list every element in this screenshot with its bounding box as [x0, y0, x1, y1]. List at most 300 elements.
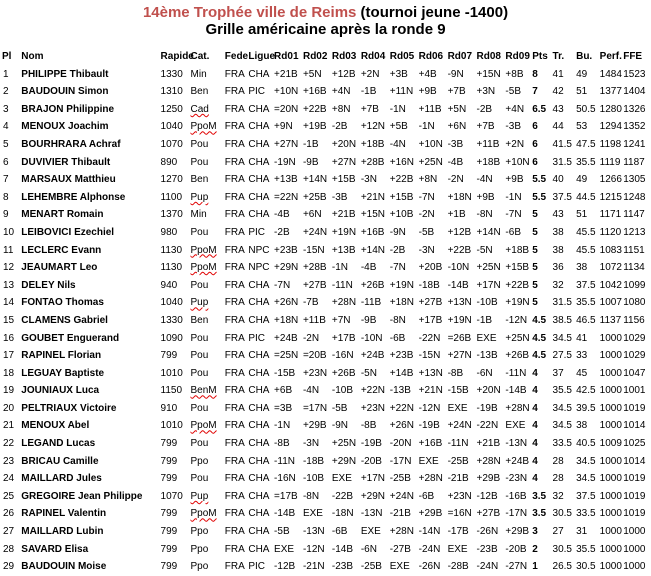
tiebreak-tr-cell: 43 — [552, 103, 564, 115]
tiebreak-bu-cell: 39.5 — [576, 402, 596, 414]
round-result-cell: -13B — [389, 385, 411, 397]
performance-cell: 1280 — [599, 103, 622, 115]
column-header: Pts — [532, 51, 548, 62]
round-result-cell: -3N — [302, 438, 320, 450]
player-name: MENART Romain — [21, 209, 104, 221]
round-result-cell: =17N — [302, 402, 328, 414]
round-result-cell: +25N — [505, 332, 530, 344]
rating-cell: 1310 — [160, 86, 183, 98]
table-row — [2, 417, 649, 435]
tiebreak-bu-cell: 31 — [576, 526, 588, 538]
tiebreak-tr-cell: 31.5 — [552, 297, 572, 309]
round-result-cell: +5N — [302, 68, 322, 80]
league-cell: PIC — [248, 86, 266, 98]
points-cell: 4 — [532, 402, 538, 414]
tiebreak-bu-cell: 35.5 — [576, 543, 596, 555]
player-name: MARSAUX Matthieu — [21, 174, 116, 186]
round-result-cell: -5N — [476, 244, 493, 256]
round-result-cell: +22B — [505, 279, 530, 291]
table-row — [2, 488, 649, 506]
round-result-cell: +26N — [389, 420, 414, 432]
round-result-cell: -14B — [331, 543, 354, 555]
round-result-cell: -11N — [331, 279, 353, 291]
federation-cell: FRA — [224, 209, 245, 221]
points-cell: 3 — [532, 526, 538, 538]
federation-cell: FRA — [224, 138, 245, 150]
round-result-cell: -11N — [447, 438, 469, 450]
round-result-cell: -8N — [302, 490, 320, 502]
round-result-cell: +16B — [418, 438, 443, 450]
federation-cell: FRA — [224, 420, 245, 432]
round-result-cell: -1N — [389, 103, 406, 115]
round-result-cell: -10B — [331, 385, 354, 397]
tiebreak-tr-cell: 31.5 — [552, 156, 572, 168]
round-result-cell: +27B — [302, 279, 327, 291]
federation-cell: FRA — [224, 350, 245, 362]
round-result-cell: -9N — [331, 420, 349, 432]
federation-cell: FRA — [224, 402, 245, 414]
column-header: Tr. — [552, 51, 565, 62]
round-result-cell: +14B — [389, 367, 414, 379]
round-result-cell: =26B — [447, 332, 472, 344]
league-cell: CHA — [248, 68, 270, 80]
place-cell: 16 — [3, 332, 15, 344]
round-result-cell: +7B — [447, 86, 466, 98]
tiebreak-tr-cell: 35.5 — [552, 385, 572, 397]
points-cell: 5 — [532, 209, 538, 221]
tiebreak-bu-cell: 47.5 — [576, 138, 596, 150]
round-result-cell: -20N — [389, 438, 412, 450]
category-cell: Cad — [190, 103, 209, 115]
round-result-cell: -12N — [302, 543, 325, 555]
tiebreak-bu-cell: 34.5 — [576, 473, 596, 485]
round-result-cell: +24N — [302, 226, 328, 238]
performance-cell: 1000 — [599, 473, 622, 485]
player-name: MENOUX Joachim — [21, 121, 109, 133]
column-header: Ligue — [248, 51, 276, 62]
round-result-cell: EXE — [331, 473, 352, 485]
tiebreak-bu-cell: 41 — [576, 332, 588, 344]
round-result-cell: +23N — [302, 367, 328, 379]
round-result-cell: +12N — [360, 121, 385, 133]
round-result-cell: -6N — [476, 367, 493, 379]
performance-cell: 1000 — [599, 455, 622, 467]
round-result-cell: +29N — [331, 455, 357, 467]
category-cell: Min — [190, 209, 207, 221]
tiebreak-tr-cell: 33.5 — [552, 438, 572, 450]
performance-cell: 1000 — [599, 385, 622, 397]
round-result-cell: +9N — [274, 121, 293, 133]
rating-cell: 940 — [160, 279, 178, 291]
performance-cell: 1007 — [599, 297, 622, 309]
table-row — [2, 118, 649, 136]
ffe-cell: 1404 — [623, 86, 646, 98]
round-result-cell: -10B — [302, 473, 325, 485]
player-name: DUVIVIER Thibault — [21, 156, 111, 168]
round-result-cell: +28B — [302, 262, 327, 274]
round-result-cell: +28N — [331, 297, 357, 309]
round-result-cell: -1N — [418, 121, 435, 133]
round-result-cell: -12N — [418, 402, 441, 414]
league-cell: PIC — [248, 561, 266, 573]
column-header: Cat. — [190, 51, 210, 62]
round-result-cell: +19N — [505, 297, 530, 309]
place-cell: 22 — [3, 438, 15, 450]
table-row — [2, 435, 649, 453]
league-cell: CHA — [248, 174, 270, 186]
ffe-cell: 1248 — [623, 191, 646, 203]
rating-cell: 1370 — [160, 209, 183, 221]
league-cell: NPC — [248, 262, 270, 274]
round-result-cell: +10N — [505, 156, 530, 168]
round-result-cell: +9B — [476, 191, 495, 203]
federation-cell: FRA — [224, 367, 245, 379]
round-result-cell: +29B — [302, 420, 327, 432]
round-result-cell: -17B — [447, 526, 469, 538]
round-result-cell: -15N — [302, 244, 325, 256]
round-result-cell: -18N — [331, 508, 354, 520]
round-result-cell: -4B — [360, 262, 377, 274]
round-result-cell: EXE — [302, 508, 323, 520]
round-result-cell: -14N — [418, 526, 441, 538]
round-result-cell: +2N — [505, 138, 525, 150]
place-cell: 19 — [3, 385, 15, 397]
round-result-cell: -19B — [360, 438, 382, 450]
performance-cell: 1000 — [599, 420, 622, 432]
round-result-cell: +24B — [274, 332, 298, 344]
rating-cell: 980 — [160, 226, 178, 238]
tiebreak-tr-cell: 34.5 — [552, 332, 572, 344]
round-result-cell: +4N — [331, 86, 351, 98]
ffe-cell: 1523 — [623, 68, 646, 80]
category-cell: Pou — [190, 350, 209, 362]
tournament-subtitle: (tournoi jeune -1400) — [356, 4, 509, 21]
round-result-cell: +11B — [302, 314, 326, 326]
player-name: DELEY Nils — [21, 279, 76, 291]
ffe-cell: 1156 — [623, 314, 645, 326]
player-name: JEAUMART Leo — [21, 262, 98, 274]
round-result-cell: -5B — [505, 86, 521, 98]
round-result-cell: +18B — [505, 244, 530, 256]
column-header: Rd08 — [476, 51, 501, 62]
table-row — [2, 101, 649, 119]
round-result-cell: -3B — [447, 138, 464, 150]
performance-cell: 1000 — [599, 332, 622, 344]
federation-cell: FRA — [224, 297, 245, 309]
round-result-cell: +29B — [505, 526, 530, 538]
place-cell: 25 — [3, 490, 15, 502]
points-cell: 4.5 — [532, 314, 547, 326]
table-row — [2, 505, 649, 523]
tiebreak-bu-cell: 45.5 — [576, 244, 596, 256]
league-cell: CHA — [248, 543, 270, 555]
performance-cell: 1294 — [599, 121, 622, 133]
round-result-cell: +27N — [447, 350, 472, 362]
ffe-cell: 1019 — [623, 402, 646, 414]
round-result-cell: +28N — [389, 526, 414, 538]
round-result-cell: +6B — [274, 385, 293, 397]
round-result-cell: =16N — [447, 508, 472, 520]
player-name: FONTAO Thomas — [21, 297, 104, 309]
round-result-cell: -1B — [360, 86, 377, 98]
round-result-cell: -14B — [447, 279, 469, 291]
round-result-cell: -21B — [447, 473, 469, 485]
federation-cell: FRA — [224, 103, 245, 115]
rating-cell: 1010 — [160, 420, 183, 432]
round-result-cell: EXE — [447, 543, 468, 555]
rating-cell: 890 — [160, 156, 178, 168]
round-result-cell: +22N — [389, 402, 414, 414]
player-name: GREGOIRE Jean Philippe — [21, 490, 143, 502]
ffe-cell: 1305 — [623, 174, 646, 186]
round-result-cell: +10B — [389, 209, 414, 221]
place-cell: 14 — [3, 297, 15, 309]
round-result-cell: +18N — [274, 314, 299, 326]
player-name: BOURHRARA Achraf — [21, 138, 121, 150]
round-result-cell: -25B — [389, 473, 411, 485]
round-result-cell: -8B — [274, 438, 290, 450]
player-name: LEGAND Lucas — [21, 438, 96, 450]
place-cell: 10 — [3, 226, 15, 238]
round-result-cell: +14N — [302, 174, 328, 186]
rating-cell: 1150 — [160, 385, 183, 397]
tiebreak-bu-cell: 38 — [576, 262, 588, 274]
round-result-cell: -25B — [447, 455, 469, 467]
league-cell: CHA — [248, 508, 270, 520]
ffe-cell: 1001 — [623, 385, 646, 397]
round-result-cell: -17N — [389, 455, 412, 467]
federation-cell: FRA — [224, 526, 245, 538]
player-name: GOUBET Enguerand — [21, 332, 120, 344]
table-row — [2, 558, 649, 576]
round-result-cell: +23N — [447, 490, 472, 502]
performance-cell: 1072 — [599, 262, 622, 274]
round-result-cell: -25B — [360, 561, 382, 573]
ffe-cell: 1326 — [623, 103, 646, 115]
round-result-cell: +20N — [331, 138, 357, 150]
place-cell: 2 — [3, 86, 9, 98]
category-cell: Pou — [190, 138, 209, 150]
round-result-cell: -7N — [418, 191, 435, 203]
round-result-cell: +26B — [331, 367, 356, 379]
tiebreak-bu-cell: 42.5 — [576, 385, 596, 397]
round-result-cell: -5N — [360, 367, 377, 379]
ffe-cell: 1151 — [623, 244, 645, 256]
round-result-cell: +26B — [360, 279, 385, 291]
rating-cell: 799 — [160, 350, 178, 362]
round-result-cell: +7N — [331, 314, 351, 326]
category-cell: Pup — [190, 191, 209, 203]
federation-cell: FRA — [224, 121, 245, 133]
round-result-cell: -12B — [476, 490, 498, 502]
round-result-cell: +28N — [476, 455, 501, 467]
round-result-cell: -23B — [476, 543, 498, 555]
tiebreak-tr-cell: 27.5 — [552, 350, 572, 362]
round-result-cell: +21B — [476, 438, 501, 450]
points-cell: 4 — [532, 438, 538, 450]
place-cell: 18 — [3, 367, 15, 379]
round-result-cell: -4N — [302, 385, 320, 397]
round-result-cell: -3B — [331, 191, 348, 203]
round-result-cell: +23B — [274, 244, 298, 256]
tiebreak-tr-cell: 27 — [552, 526, 564, 538]
player-name: BAUDOUIN Moise — [21, 561, 107, 573]
round-result-cell: +26N — [274, 297, 299, 309]
round-result-cell: +11B — [418, 103, 442, 115]
round-result-cell: +13B — [274, 174, 298, 186]
federation-cell: FRA — [224, 543, 245, 555]
table-row — [2, 189, 649, 207]
round-result-cell: +7B — [360, 103, 379, 115]
place-cell: 8 — [3, 191, 9, 203]
tiebreak-tr-cell: 40 — [552, 174, 564, 186]
rating-cell: 1070 — [160, 490, 183, 502]
round-result-cell: +22B — [302, 103, 327, 115]
federation-cell: FRA — [224, 244, 245, 256]
round-result-cell: -1N — [331, 262, 349, 274]
tiebreak-tr-cell: 32 — [552, 490, 564, 502]
tiebreak-bu-cell: 49 — [576, 174, 588, 186]
round-result-cell: -7B — [302, 297, 319, 309]
tiebreak-bu-cell: 30.5 — [576, 561, 596, 573]
category-cell: PpoM — [190, 262, 217, 274]
points-cell: 6.5 — [532, 103, 547, 115]
player-name: JOUNIAUX Luca — [21, 385, 100, 397]
federation-cell: FRA — [224, 262, 245, 274]
place-cell: 4 — [3, 121, 9, 133]
federation-cell: FRA — [224, 226, 245, 238]
round-result-cell: +20N — [476, 385, 501, 397]
federation-cell: FRA — [224, 279, 245, 291]
place-cell: 26 — [3, 508, 15, 520]
round-result-cell: +25N — [476, 262, 501, 274]
performance-cell: 1171 — [599, 209, 622, 221]
round-result-cell: -24N — [418, 543, 441, 555]
tiebreak-bu-cell: 37.5 — [576, 490, 596, 502]
table-row — [2, 382, 649, 400]
points-cell: 4 — [532, 385, 538, 397]
round-result-cell: -2N — [302, 332, 320, 344]
league-cell: PIC — [248, 226, 266, 238]
points-cell: 5.5 — [532, 174, 547, 186]
round-result-cell: -9B — [360, 314, 377, 326]
round-result-cell: +4B — [418, 68, 437, 80]
round-result-cell: -19B — [476, 402, 498, 414]
round-result-cell: +22N — [360, 385, 385, 397]
round-result-cell: +19N — [331, 226, 357, 238]
round-result-cell: +21N — [360, 191, 385, 203]
round-result-cell: +22B — [389, 174, 414, 186]
column-header: Rapide — [160, 51, 194, 62]
round-result-cell: +15B — [505, 262, 530, 274]
round-result-cell: +28B — [360, 156, 385, 168]
performance-cell: 1198 — [599, 138, 622, 150]
place-cell: 21 — [3, 420, 15, 432]
round-result-cell: -2B — [274, 226, 290, 238]
round-result-cell: =20N — [274, 103, 299, 115]
table-row — [2, 470, 649, 488]
points-cell: 6 — [532, 156, 538, 168]
column-header: Fede — [224, 51, 249, 62]
category-cell: Pup — [190, 490, 209, 502]
place-cell: 27 — [3, 526, 15, 538]
round-result-cell: -21N — [302, 561, 325, 573]
round-result-cell: -9N — [447, 68, 464, 80]
tiebreak-tr-cell: 34.5 — [552, 402, 572, 414]
round-result-cell: +28N — [418, 473, 443, 485]
table-row — [2, 523, 649, 541]
league-cell: CHA — [248, 314, 270, 326]
tiebreak-tr-cell: 38.5 — [552, 314, 572, 326]
player-name: CLAMENS Gabriel — [21, 314, 108, 326]
round-result-cell: =22N — [274, 191, 299, 203]
player-name: BRICAU Camille — [21, 455, 99, 467]
rating-cell: 1070 — [160, 138, 183, 150]
rating-cell: 799 — [160, 508, 178, 520]
league-cell: CHA — [248, 209, 270, 221]
league-cell: CHA — [248, 350, 270, 362]
round-result-cell: -2B — [476, 103, 493, 115]
round-result-cell: -13N — [505, 438, 528, 450]
round-result-cell: +18B — [360, 138, 385, 150]
round-result-cell: -20B — [505, 543, 527, 555]
round-result-cell: -8B — [360, 420, 377, 432]
round-result-cell: -2B — [389, 244, 406, 256]
round-result-cell: -2N — [418, 209, 435, 221]
round-result-cell: +24N — [447, 420, 472, 432]
round-result-cell: -16B — [505, 490, 527, 502]
round-result-cell: -4N — [389, 138, 406, 150]
round-result-cell: -22N — [418, 332, 441, 344]
place-cell: 3 — [3, 103, 9, 115]
round-result-cell: -19B — [418, 420, 440, 432]
table-row — [2, 453, 649, 471]
round-result-cell: +16B — [360, 226, 385, 238]
round-result-cell: -5B — [418, 226, 435, 238]
tiebreak-tr-cell: 38 — [552, 244, 564, 256]
category-cell: PpoM — [190, 420, 217, 432]
column-header: Rd07 — [447, 51, 473, 62]
points-cell: 3.5 — [532, 508, 547, 520]
player-name: BRAJON Philippine — [21, 103, 115, 115]
tiebreak-tr-cell: 28 — [552, 455, 564, 467]
league-cell: CHA — [248, 138, 270, 150]
round-result-cell: +13N — [447, 297, 472, 309]
round-result-cell: +29N — [274, 262, 299, 274]
round-result-cell: +5N — [447, 103, 467, 115]
round-result-cell: -26N — [418, 561, 441, 573]
place-cell: 7 — [3, 174, 9, 186]
round-result-cell: +10N — [274, 86, 299, 98]
table-row — [2, 224, 649, 242]
round-result-cell: -24N — [476, 561, 499, 573]
column-header: Nom — [21, 51, 44, 62]
round-result-cell: -26N — [476, 526, 499, 538]
column-header: Rd03 — [331, 51, 357, 62]
round-result-cell: +14N — [476, 226, 501, 238]
points-cell: 4.5 — [532, 332, 547, 344]
federation-cell: FRA — [224, 332, 245, 344]
league-cell: CHA — [248, 438, 270, 450]
round-result-cell: -16N — [331, 350, 354, 362]
round-result-cell: +11N — [389, 86, 414, 98]
round-result-cell: EXE — [476, 332, 497, 344]
round-result-cell: -8N — [476, 209, 493, 221]
round-result-cell: -10N — [447, 262, 470, 274]
round-result-cell: -6N — [360, 543, 377, 555]
round-result-cell: EXE — [505, 420, 526, 432]
federation-cell: FRA — [224, 438, 245, 450]
